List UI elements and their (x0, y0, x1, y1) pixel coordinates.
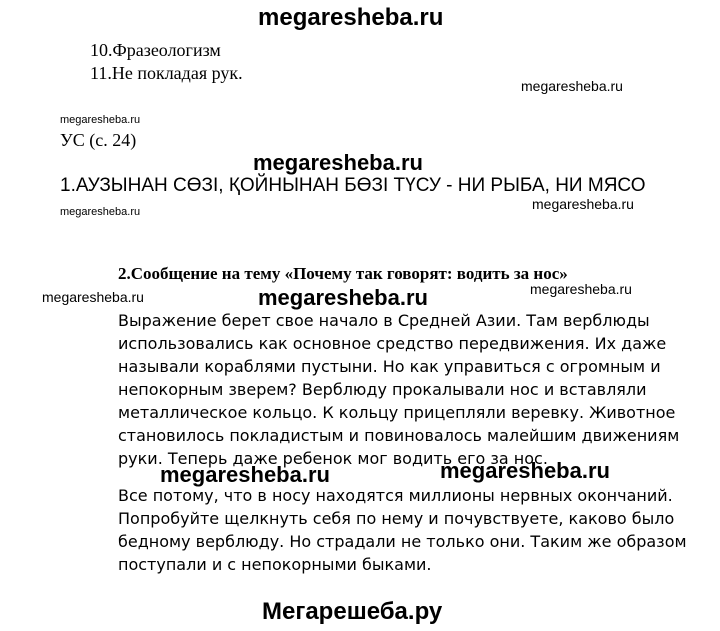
watermark-right: megaresheba.ru (532, 196, 634, 212)
watermark-center: megaresheba.ru (258, 285, 428, 310)
footer-brand: Мегарешеба.ру (262, 598, 443, 625)
paragraph-line: непокорным зверем? Верблюду прокалывали нос и вставляли (118, 380, 647, 399)
paragraph-line: Все потому, что в носу находятся миллионы нервных окончаний. (118, 486, 673, 505)
list-item: 11.Не покладая рук. (90, 63, 243, 83)
section-label: УС (с. 24) (60, 130, 137, 150)
watermark-left: megaresheba.ru (42, 289, 144, 305)
list-item: 10.Фразеологизм (90, 40, 221, 60)
paragraph-line: становилось покладистым и повиновалось малейшим движениям (118, 426, 680, 445)
paragraph-line: металлическое кольцо. К кольцу прицепляли веревку. Животное (118, 403, 676, 422)
watermark-right: megaresheba.ru (521, 78, 623, 94)
watermark-mid-right: megaresheba.ru (440, 458, 610, 483)
paragraph-2 (118, 484, 687, 576)
paragraph-line: называли кораблями пустыни. Но как управиться с огромным и (118, 357, 661, 376)
watermark-mid-left: megaresheba.ru (160, 462, 330, 487)
paragraph-line: использовались как основное средство передвижения. Их даже (118, 334, 667, 353)
section-heading: 2.Сообщение на тему «Почему так говорят: водить за нос» (118, 264, 568, 283)
watermark-center: megaresheba.ru (253, 150, 423, 175)
watermark-right: megaresheba.ru (530, 281, 632, 297)
paragraph-line: руки. Теперь даже ребенок мог водить его за нос. (118, 449, 548, 468)
paragraph-line: бедному верблюду. Но страдали не только они. Таким же образом (118, 532, 687, 551)
paragraph-1 (118, 309, 679, 470)
watermark-top: megaresheba.ru (258, 4, 444, 31)
watermark-left: megaresheba.ru (60, 114, 141, 126)
watermark-left: megaresheba.ru (60, 206, 141, 218)
answer-line: 1.АУЗЫНАН СӨЗІ, ҚОЙНЫНАН БӨЗІ ТҮСУ - НИ РЫБА, НИ МЯСО (60, 175, 646, 196)
paragraph-line: Попробуйте щелкнуть себя по нему и почувствуете, каково было (118, 509, 675, 528)
paragraph-line: поступали и с непокорными быками. (118, 555, 432, 574)
paragraph-line: Выражение берет свое начало в Средней Азии. Там верблюды (118, 311, 650, 330)
